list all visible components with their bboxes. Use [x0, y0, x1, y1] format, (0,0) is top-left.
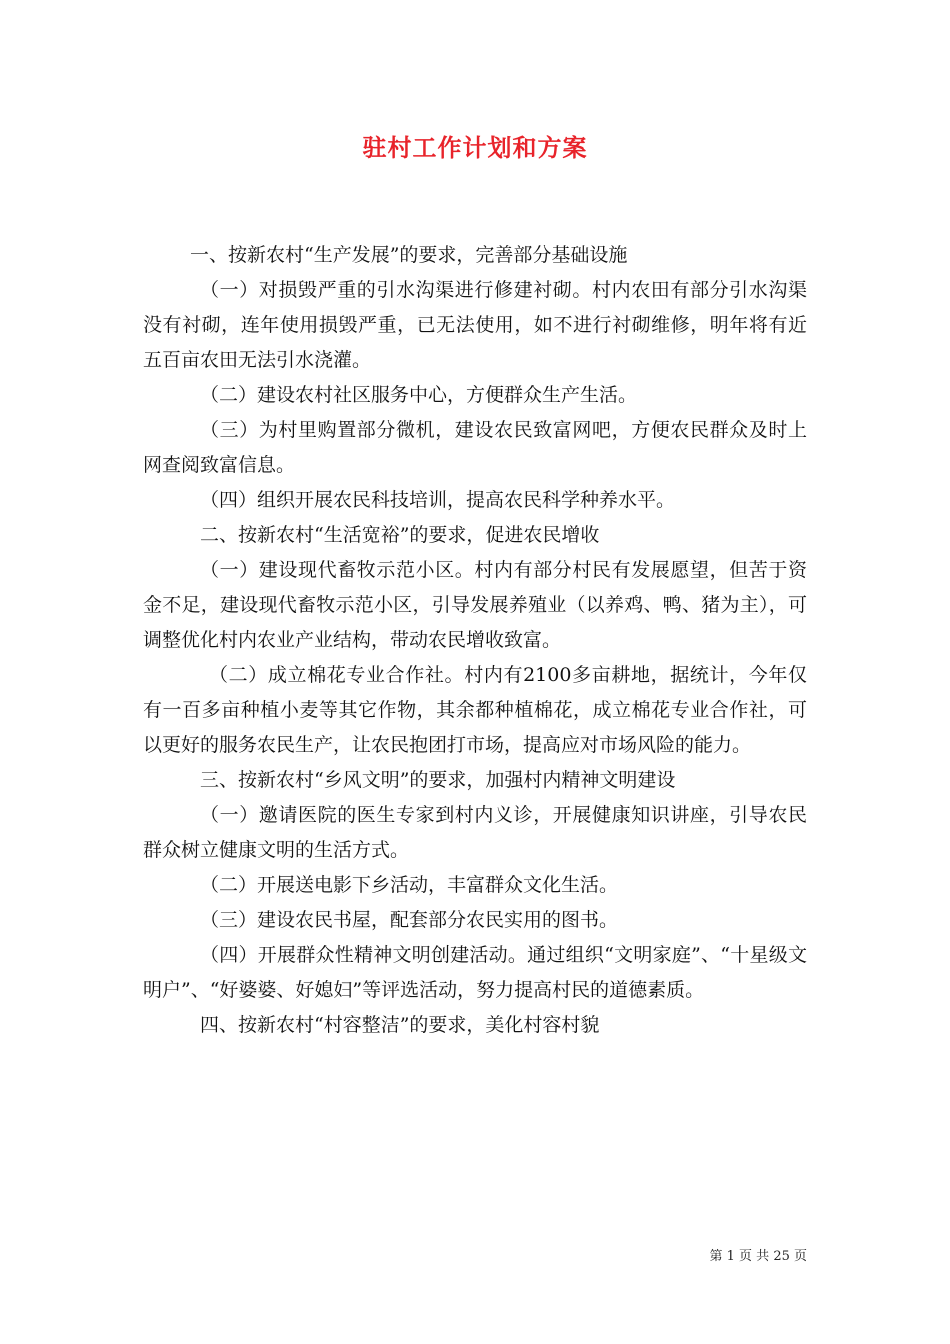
- section-heading-1: 一、按新农村“生产发展”的要求，完善部分基础设施: [190, 244, 628, 266]
- paragraph: （二）成立棉花专业合作社。村内有2100多亩耕地，据统计，今年仅有一百多亩种植小麦等其它作物，其余都种植棉花，成立棉花专业合作社，可以更好的服务农民生产，让农民抱团打市场，提高应对市场风险的能力。: [143, 664, 807, 756]
- paragraph: （一）对损毁严重的引水沟渠进行修建衬砌。村内农田有部分引水沟渠没有衬砌，连年使用损毁严重，已无法使用，如不进行衬砌维修，明年将有近五百亩农田无法引水浇灌。: [143, 279, 807, 371]
- page-number: 第 1 页 共 25 页: [709, 1249, 807, 1264]
- document-title: 驻村工作计划和方案: [362, 133, 588, 162]
- paragraph: （二）建设农村社区服务中心，方便群众生产生活。: [200, 384, 638, 406]
- paragraph: （三）建设农民书屋，配套部分农民实用的图书。: [200, 909, 619, 931]
- document-body: [143, 238, 807, 1043]
- section-heading-3: 三、按新农村“乡风文明”的要求，加强村内精神文明建设: [200, 769, 676, 791]
- paragraph: （一）建设现代畜牧示范小区。村内有部分村民有发展愿望，但苦于资金不足，建设现代畜牧示范小区，引导发展养殖业（以养鸡、鸭、猪为主），可调整优化村内农业产业结构，带动农民增收致富。: [143, 559, 807, 651]
- paragraph: （四）组织开展农民科技培训，提高农民科学种养水平。: [200, 489, 676, 511]
- paragraph: （二）开展送电影下乡活动，丰富群众文化生活。: [200, 874, 619, 896]
- section-heading-4: 四、按新农村“村容整洁”的要求，美化村容村貌: [200, 1014, 600, 1036]
- section-heading-2: 二、按新农村“生活宽裕”的要求，促进农民增收: [200, 524, 600, 546]
- paragraph: （一）邀请医院的医生专家到村内义诊，开展健康知识讲座，引导农民群众树立健康文明的生活方式。: [143, 804, 807, 861]
- paragraph: （三）为村里购置部分微机，建设农民致富网吧，方便农民群众及时上网查阅致富信息。: [143, 419, 807, 476]
- paragraph: （四）开展群众性精神文明创建活动。通过组织“文明家庭”、“十星级文明户”、“好婆婆、好媳妇”等评选活动，努力提高村民的道德素质。: [143, 944, 807, 1001]
